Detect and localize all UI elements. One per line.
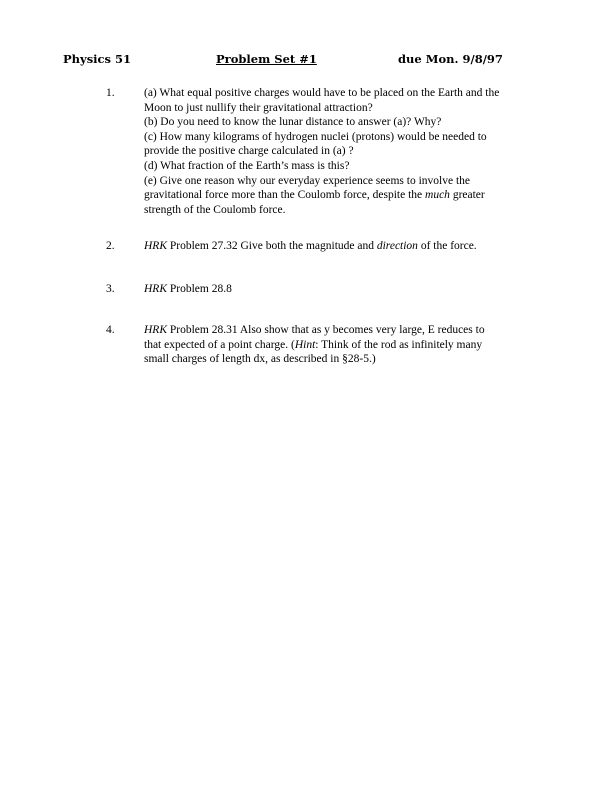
- problem-set-title: Problem Set #1: [216, 52, 317, 66]
- due-date: due Mon. 9/8/97: [398, 52, 503, 66]
- problem-text: [144, 239, 524, 254]
- text-run: greater: [449, 189, 485, 202]
- problem-line: [144, 239, 524, 254]
- emphasis-text: direction: [376, 240, 418, 252]
- problem-line: (b) Do you need to know the lunar distance to answer (a)? Why?: [144, 116, 442, 129]
- textbook-ref: HRK: [144, 283, 167, 295]
- problem-line: [144, 323, 524, 338]
- problem-line: [144, 188, 524, 203]
- problem-number: 1.: [106, 87, 115, 99]
- problem-text: [144, 323, 524, 367]
- text-run: Problem 28.8: [167, 283, 232, 295]
- text-run: : Think of the rod as infinitely many: [315, 338, 483, 351]
- hint-label: Hint: [294, 338, 316, 351]
- emphasis-text: much: [425, 189, 450, 202]
- course-label: Physics 51: [63, 52, 132, 66]
- text-run: of the force.: [417, 240, 477, 252]
- text-run: gravitational force more than the Coulomb force, despite the: [144, 189, 426, 202]
- problem-line: (a) What equal positive charges would have to be placed on the Earth and the: [144, 87, 500, 99]
- problem-line: Moon to just nullify their gravitational attraction?: [144, 101, 373, 114]
- textbook-ref: HRK: [144, 324, 167, 336]
- problem-line: [144, 282, 524, 297]
- problem-line: (d) What fraction of the Earth’s mass is this?: [144, 159, 350, 172]
- text-run: Problem 27.32 Give both the magnitude and: [167, 240, 377, 252]
- problem-line: provide the positive charge calculated in (a) ?: [144, 145, 354, 158]
- problem-line: [144, 338, 524, 353]
- text-run: that expected of a point charge. (: [144, 338, 295, 351]
- page-header: [0, 52, 612, 68]
- problem-line: strength of the Coulomb force.: [144, 203, 286, 216]
- problem-line: small charges of length dx, as described in §28-5.): [144, 353, 376, 366]
- problem-text: [144, 86, 524, 217]
- problem-line: (c) How many kilograms of hydrogen nuclei (protons) would be needed to: [144, 130, 487, 143]
- problem-number: 4.: [106, 324, 115, 336]
- problem-number: 3.: [106, 283, 115, 295]
- problem-number: 2.: [106, 240, 115, 252]
- textbook-ref: HRK: [144, 240, 167, 252]
- problem-text: [144, 282, 524, 297]
- problem-line: (e) Give one reason why our everyday experience seems to involve the: [144, 174, 471, 187]
- text-run: Problem 28.31 Also show that as y becomes very large, E reduces to: [167, 324, 485, 336]
